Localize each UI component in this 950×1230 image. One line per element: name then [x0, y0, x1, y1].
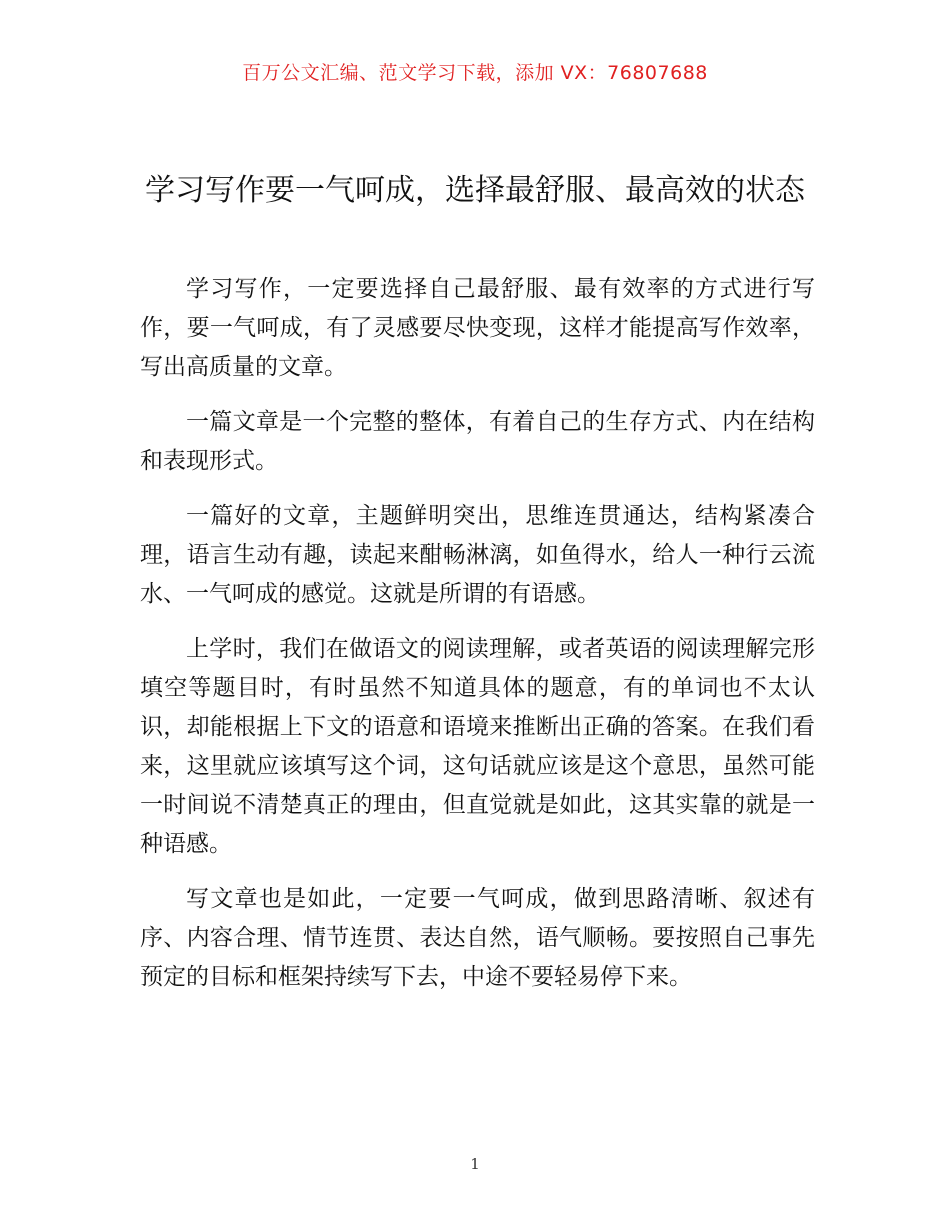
- paragraph: 学习写作，一定要选择自己最舒服、最有效率的方式进行写作，要一气呵成，有了灵感要尽快变现，这样才能提高写作效率，写出高质量的文章。: [140, 276, 815, 380]
- page-number: 1: [470, 1155, 480, 1173]
- paragraph: 上学时，我们在做语文的阅读理解，或者英语的阅读理解完形填空等题目时，有时虽然不知道具体的题意，有的单词也不太认识，却能根据上下文的语意和语境来推断出正确的答案。在我们看来，这里就应该填写这个词，这句话就应该是这个意思，虽然可能一时间说不清楚真正的理由，但直觉就是如此，这其实靠的就是一种语感。: [140, 636, 815, 857]
- paragraph: 一篇文章是一个完整的整体，有着自己的生存方式、内在结构和表现形式。: [140, 409, 815, 474]
- document-title: 学习写作要一气呵成，选择最舒服、最高效的状态: [145, 173, 805, 208]
- paragraph: 一篇好的文章，主题鲜明突出，思维连贯通达，结构紧凑合理，语言生动有趣，读起来酣畅淋漓，如鱼得水，给人一种行云流水、一气呵成的感觉。这就是所谓的有语感。: [140, 503, 815, 607]
- header-note: 百万公文汇编、范文学习下载，添加 VX：76807688: [242, 62, 708, 84]
- document-body: [140, 270, 815, 1013]
- paragraph: 写文章也是如此，一定要一气呵成，做到思路清晰、叙述有序、内容合理、情节连贯、表达自然，语气顺畅。要按照自己事先预定的目标和框架持续写下去，中途不要轻易停下来。: [140, 886, 815, 990]
